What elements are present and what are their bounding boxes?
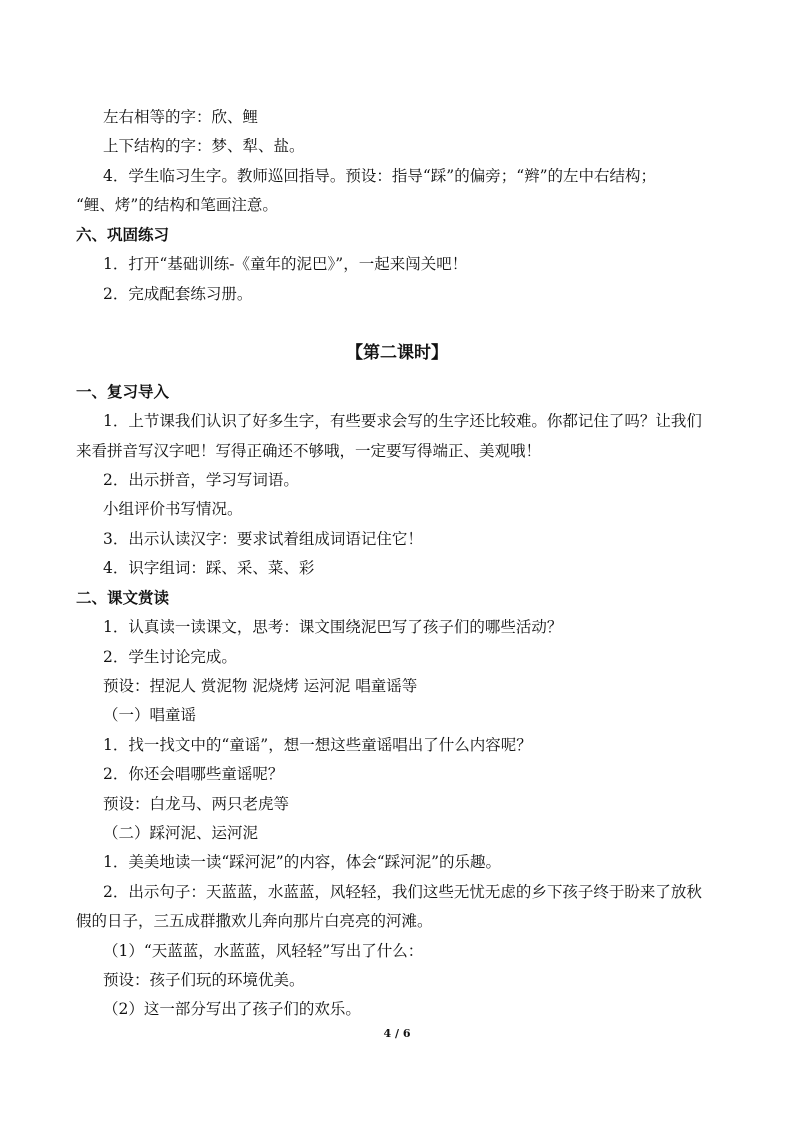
section-heading: 六、巩固练习: [76, 225, 170, 244]
text-line: 2．出示拼音，学习写词语。: [103, 471, 299, 489]
text-line: 预设：白龙马、两只老虎等: [103, 795, 290, 813]
text-line: 4．识字组词：踩、采、菜、彩: [103, 559, 315, 577]
text-line: 3．出示认读汉字：要求试着组成词语记住它！: [103, 530, 423, 548]
text-line: （1）“天蓝蓝，水蓝蓝，风轻轻”写出了什么：: [103, 942, 424, 960]
text-line: 上下结构的字：梦、犁、盐。: [103, 137, 305, 155]
text-line: 来看拼音写汉字吧！写得正确还不够哦，一定要写得端正、美观哦！: [76, 442, 542, 460]
text-line: 预设：捏泥人 赏泥物 泥烧烤 运河泥 唱童谣等: [103, 677, 418, 695]
text-line: 小组评价书写情况。: [103, 500, 243, 518]
text-line: （2）这一部分写出了孩子们的欢乐。: [103, 1000, 361, 1018]
text-line: 2．你还会唱哪些童谣呢？: [103, 765, 284, 783]
text-line: 预设：孩子们玩的环境优美。: [103, 971, 305, 989]
text-line: 1．打开“基础训练-《童年的泥巴》”，一起来闯关吧！: [103, 255, 468, 273]
text-line: （二）踩河泥、运河泥: [103, 824, 259, 842]
text-line: 假的日子，三五成群撒欢儿奔向那片白亮亮的河滩。: [76, 912, 433, 930]
section-heading: 二、课文赏读: [76, 588, 170, 607]
text-line: 1．找一找文中的“童谣”，想一想这些童谣唱出了什么内容呢？: [103, 736, 532, 754]
page-number: 4 / 6: [383, 1027, 411, 1040]
text-line: 左右相等的字：欣、鲤: [103, 108, 259, 126]
section-heading: 一、复习导入: [76, 382, 170, 401]
lesson-title: 【第二课时】: [346, 343, 448, 363]
text-line: 1．美美地读一读“踩河泥”的内容，体会“踩河泥”的乐趣。: [103, 853, 502, 871]
text-line: 1．认真读一读课文，思考：课文围绕泥巴写了孩子们的哪些活动？: [103, 618, 563, 636]
text-line: 4．学生临习生字。教师巡回指导。预设：指导“踩”的偏旁；“辫”的左中右结构；: [103, 167, 657, 185]
text-line: 2．学生讨论完成。: [103, 648, 237, 666]
text-line: （一）唱童谣: [103, 706, 197, 724]
text-line: 2．出示句子：天蓝蓝，水蓝蓝，风轻轻，我们这些无忧无虑的乡下孩子终于盼来了放秋: [103, 883, 702, 901]
text-line: “鲤、烤”的结构和笔画注意。: [76, 196, 278, 214]
text-line: 1．上节课我们认识了好多生字，有些要求会写的生字还比较难。你都记住了吗？让我们: [103, 412, 702, 430]
text-line: 2．完成配套练习册。: [103, 285, 253, 303]
